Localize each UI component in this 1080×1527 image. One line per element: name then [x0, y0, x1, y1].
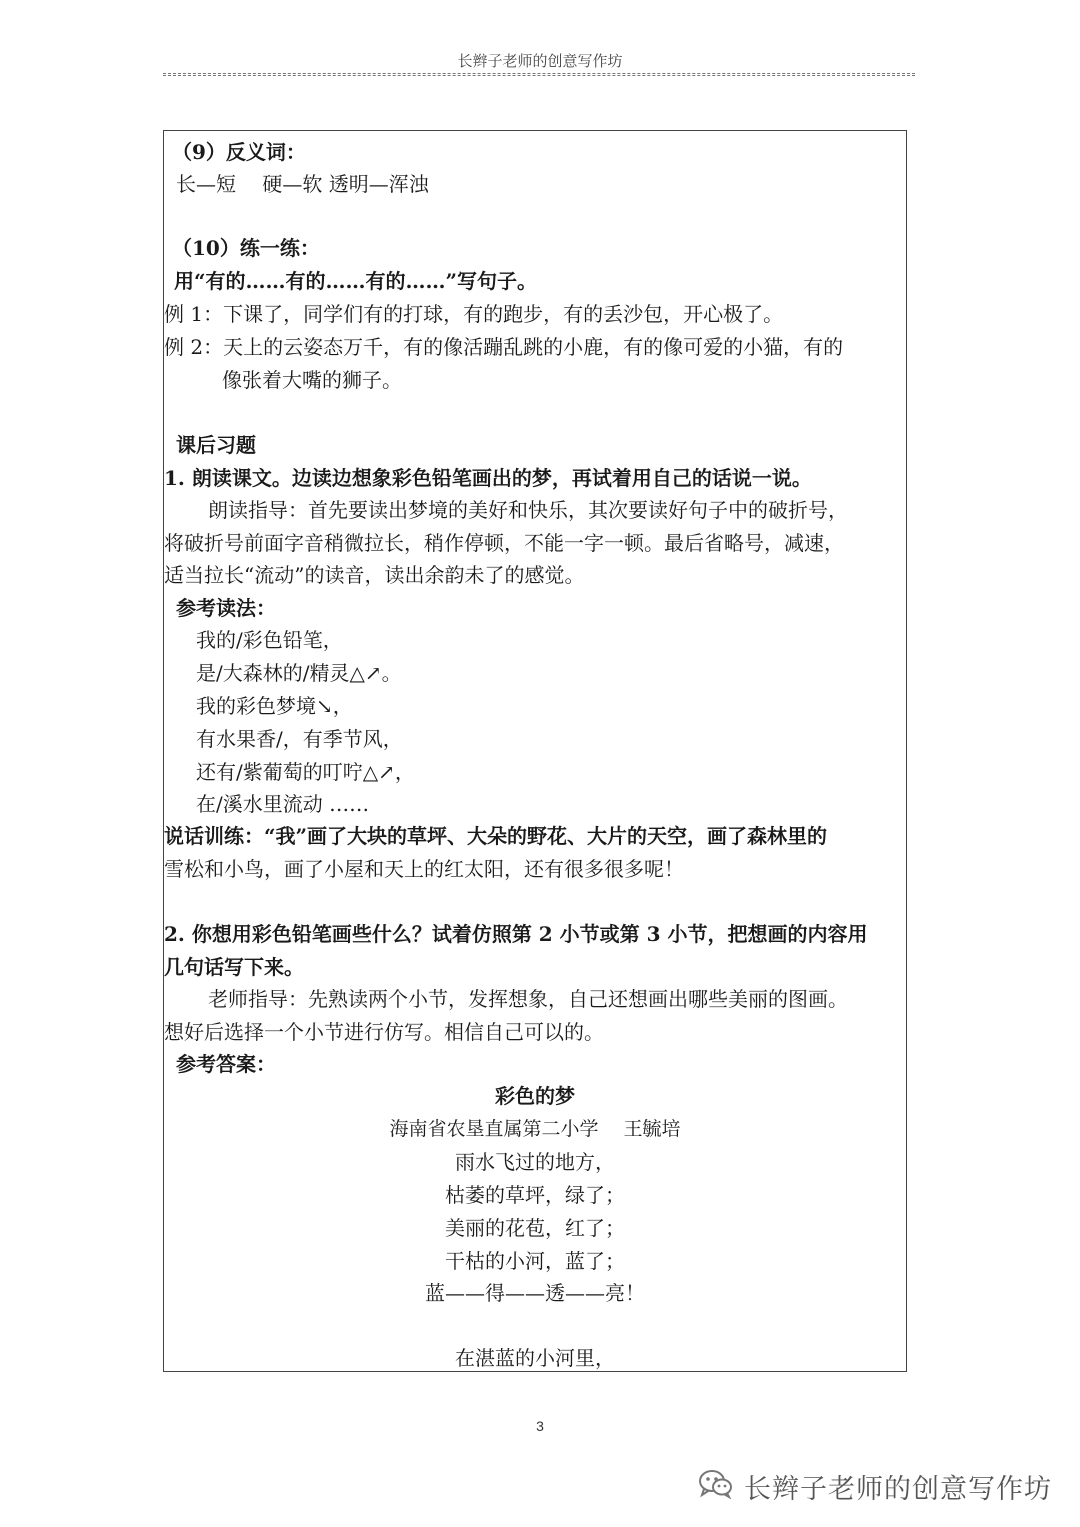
- reading-guide-line2: 将破折号前面字音稍微拉长，稍作停顿，不能一字一顿。最后省略号，减速，: [164, 531, 844, 555]
- poem-author: 海南省农垦直属第二小学 王毓培: [389, 1118, 681, 1140]
- header-divider: [163, 73, 915, 76]
- poem-title: 彩色的梦: [495, 1084, 575, 1108]
- section9-heading: （9）反义词：: [172, 140, 306, 164]
- reading-line: 在/溪水里流动 ……: [196, 792, 370, 816]
- practice-instruction: 用“有的……有的……有的……”写句子。: [174, 269, 538, 293]
- speaking-practice-line2: 雪松和小鸟，画了小屋和天上的红太阳，还有很多很多呢！: [164, 857, 684, 881]
- reading-guide-line1: 朗读指导：首先要读出梦境的美好和快乐，其次要读好句子中的破折号，: [208, 498, 848, 522]
- header-title: 长辫子老师的创意写作坊: [457, 52, 623, 70]
- page-number: 3: [536, 1418, 544, 1434]
- poem-line: 雨水飞过的地方，: [455, 1150, 615, 1174]
- reading-line: 我的/彩色铅笔，: [196, 628, 343, 652]
- watermark: [698, 1466, 1052, 1506]
- wechat-icon: [698, 1469, 734, 1503]
- question-2-line2: 几句话写下来。: [164, 955, 304, 979]
- reference-reading-label: 参考读法：: [176, 596, 276, 620]
- reading-line: 是/大森林的/精灵△↗。: [196, 661, 402, 685]
- watermark-text: 长辫子老师的创意写作坊: [744, 1473, 1052, 1505]
- speaking-practice-line1: 说话训练：“我”画了大块的草坪、大朵的野花、大片的天空，画了森林里的: [164, 824, 828, 848]
- antonyms-line: 长—短 硬—软 透明—浑浊: [176, 172, 429, 196]
- homework-title: 课后习题: [176, 433, 256, 457]
- reading-line: 我的彩色梦境↘，: [196, 694, 353, 718]
- reading-guide-line3: 适当拉长“流动”的读音，读出余韵未了的感觉。: [164, 563, 585, 587]
- reading-line: 有水果香/，有季节风，: [196, 727, 403, 751]
- section10-heading: （10）练一练：: [172, 236, 320, 260]
- poem-line: 在湛蓝的小河里，: [455, 1346, 615, 1370]
- teacher-guide-line2: 想好后选择一个小节进行仿写。相信自己可以的。: [164, 1020, 604, 1044]
- poem-line: 枯萎的草坪，绿了；: [445, 1183, 625, 1207]
- question-2-line1: 2. 你想用彩色铅笔画些什么？试着仿照第 2 小节或第 3 小节，把想画的内容用: [164, 922, 868, 946]
- poem-line: 美丽的花苞，红了；: [445, 1216, 625, 1240]
- teacher-guide-line1: 老师指导：先熟读两个小节，发挥想象，自己还想画出哪些美丽的图画。: [208, 987, 848, 1011]
- example-1: 例 1：下课了，同学们有的打球，有的跑步，有的丢沙包，开心极了。: [164, 302, 784, 326]
- reference-answer-label: 参考答案：: [176, 1052, 276, 1076]
- poem-line: 蓝——得——透——亮！: [425, 1281, 645, 1305]
- example-2-line1: 例 2：天上的云姿态万千，有的像活蹦乱跳的小鹿，有的像可爱的小猫，有的: [164, 335, 844, 359]
- example-2-line2: 像张着大嘴的狮子。: [222, 368, 402, 392]
- poem-line: 干枯的小河，蓝了；: [445, 1249, 625, 1273]
- question-1: 1. 朗读课文。边读边想象彩色铅笔画出的梦，再试着用自己的话说一说。: [164, 466, 812, 490]
- reading-line: 还有/紫葡萄的叮咛△↗，: [196, 760, 415, 784]
